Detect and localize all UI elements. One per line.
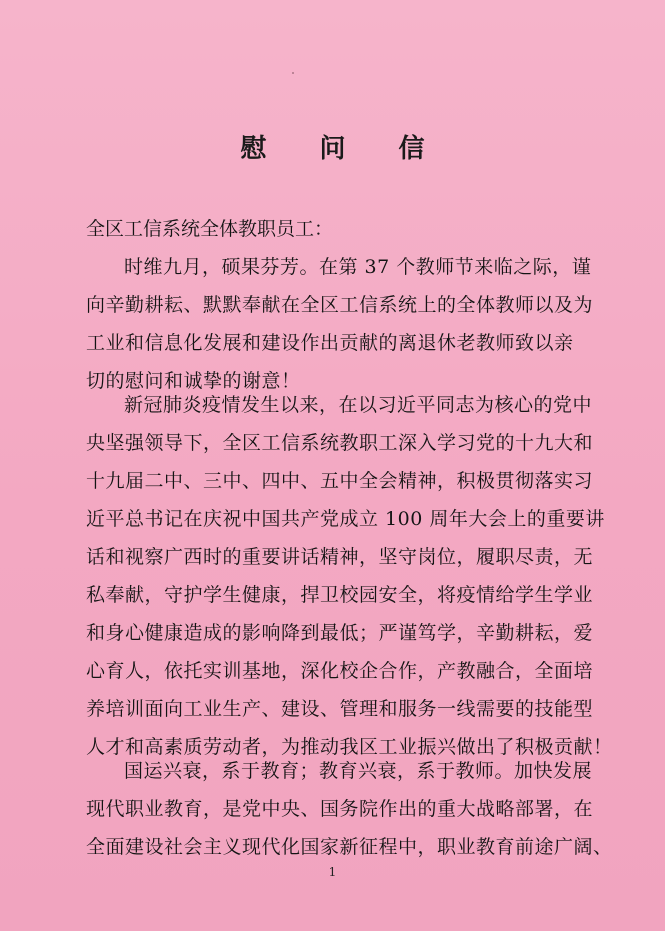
paragraph-3-line-2: 现代职业教育，是党中央、国务院作出的重大战略部署，在 [86,798,594,820]
salutation: 全区工信系统全体教职员工： [86,218,334,240]
paragraph-3-line-1: 国运兴衰，系于教育；教育兴衰，系于教师。加快发展 [124,760,593,782]
paragraph-1-line-4: 切的慰问和诚挚的谢意！ [86,370,301,392]
paragraph-3-line-3: 全面建设社会主义现代化国家新征程中，职业教育前途广阔、 [86,836,613,858]
paragraph-2-line-1: 新冠肺炎疫情发生以来，在以习近平同志为核心的党中 [124,394,593,416]
paragraph-2-line-4: 近平总书记在庆祝中国共产党成立 100 周年大会上的重要讲 [86,508,605,530]
paragraph-2-line-6: 私奉献，守护学生健康，捍卫校园安全，将疫情给学生学业 [86,584,594,606]
paragraph-1-line-2: 向辛勤耕耘、默默奉献在全区工信系统上的全体教师以及为 [86,294,594,316]
paragraph-1-line-3: 工业和信息化发展和建设作出贡献的离退休老教师致以亲 [86,332,574,354]
paragraph-1-line-1: 时维九月，硕果芬芳。在第 37 个教师节来临之际，谨 [124,256,592,278]
paragraph-2-line-7: 和身心健康造成的影响降到最低；严谨笃学，辛勤耕耘，爱 [86,622,594,644]
paper-speck [292,72,294,74]
paragraph-2-line-8: 心育人，依托实训基地，深化校企合作，产教融合，全面培 [86,660,594,682]
paragraph-2-line-2: 央坚强领导下，全区工信系统教职工深入学习党的十九大和 [86,432,594,454]
paragraph-2-line-9: 养培训面向工业生产、建设、管理和服务一线需要的技能型 [86,698,594,720]
paragraph-2-line-5: 话和视察广西时的重要讲话精神，坚守岗位，履职尽责，无 [86,546,594,568]
paragraph-2-line-10: 人才和高素质劳动者，为推动我区工业振兴做出了积极贡献！ [86,736,613,758]
letter-title: 慰 问 信 [240,134,447,164]
paragraph-2-line-3: 十九届二中、三中、四中、五中全会精神，积极贯彻落实习 [86,470,594,492]
page-number: 1 [328,865,337,879]
